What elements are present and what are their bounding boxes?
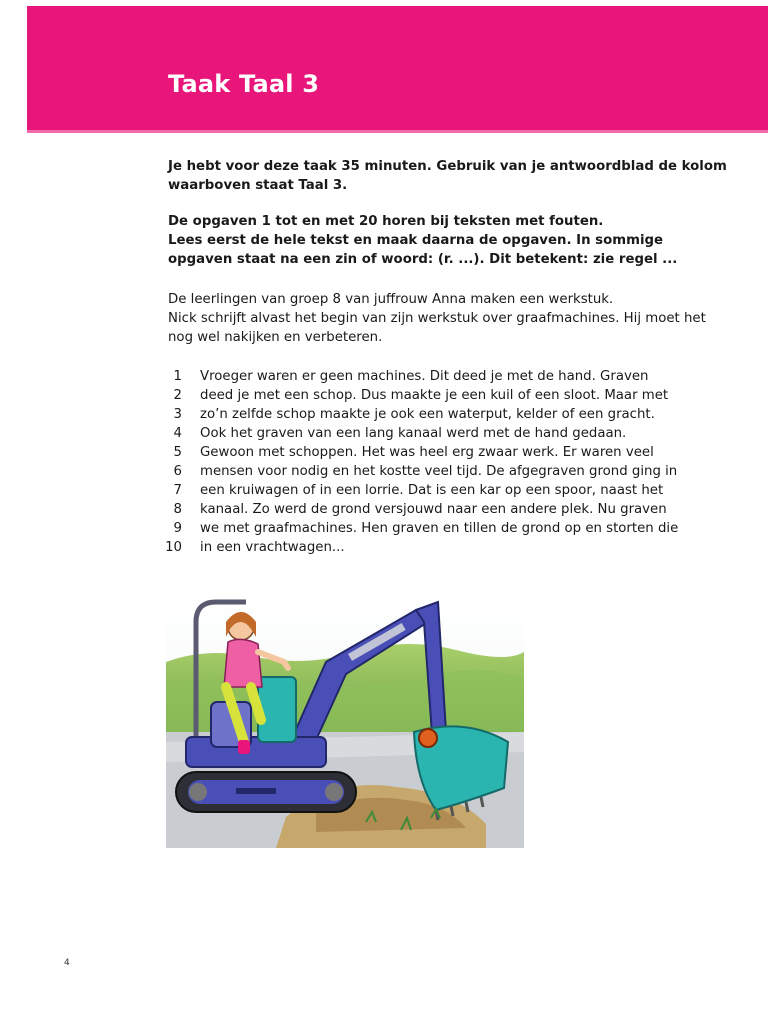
line-text: we met graafmachines. Hen graven en tillen de grond op en storten die <box>200 521 679 536</box>
text-line <box>160 519 740 538</box>
line-text: Gewoon met schoppen. Het was heel erg zwaar werk. Er waren veel <box>200 445 654 460</box>
line-number: 2 <box>173 388 182 403</box>
line-text: Vroeger waren er geen machines. Dit deed je met de hand. Graven <box>200 369 649 384</box>
text-line <box>160 386 740 405</box>
text-line <box>160 500 740 519</box>
numbered-text <box>160 367 740 557</box>
line-number: 8 <box>173 502 182 517</box>
line-number: 7 <box>173 483 182 498</box>
line-text: in een vrachtwagen... <box>200 540 345 555</box>
line-number: 4 <box>173 426 182 441</box>
line-number: 9 <box>173 521 182 536</box>
story-intro-line1: De leerlingen van groep 8 van juffrouw Anna maken een werkstuk. <box>168 292 614 307</box>
line-text: zo’n zelfde schop maakte je ook een waterput, kelder of een gracht. <box>200 407 655 422</box>
excavator-illustration <box>166 592 524 848</box>
text-line <box>160 462 740 481</box>
instructions <box>168 157 728 286</box>
line-number: 5 <box>173 445 182 460</box>
header-band <box>27 6 768 133</box>
line-text: mensen voor nodig en het kostte veel tijd. De afgegraven grond ging in <box>200 464 678 479</box>
line-number: 6 <box>173 464 182 479</box>
line-text: een kruiwagen of in een lorrie. Dat is een kar op een spoor, naast het <box>200 483 664 498</box>
text-line <box>160 538 740 557</box>
text-line <box>160 367 740 386</box>
text-line <box>160 424 740 443</box>
instructions-task-line1: De opgaven 1 tot en met 20 horen bij teksten met fouten. <box>168 214 604 229</box>
instructions-task <box>168 212 728 269</box>
instructions-time: Je hebt voor deze taak 35 minuten. Gebruik van je antwoordblad de kolom waarboven staat Taal 3. <box>168 159 727 193</box>
text-line <box>160 481 740 500</box>
instructions-task-line2: Lees eerst de hele tekst en maak daarna de opgaven. In sommige opgaven staat na een zin of woord: (r. ...). Dit betekent: zie regel ... <box>168 233 678 267</box>
page-title: Taak Taal 3 <box>168 70 320 98</box>
line-number: 1 <box>173 369 182 384</box>
story-intro <box>168 290 728 347</box>
line-text: Ook het graven van een lang kanaal werd met de hand gedaan. <box>200 426 627 441</box>
text-line <box>160 405 740 424</box>
page-number: 4 <box>64 958 70 968</box>
line-number: 10 <box>165 540 182 555</box>
text-line <box>160 443 740 462</box>
line-number: 3 <box>173 407 182 422</box>
line-text: kanaal. Zo werd de grond versjouwd naar een andere plek. Nu graven <box>200 502 667 517</box>
story-intro-line2: Nick schrijft alvast het begin van zijn werkstuk over graafmachines. Hij moet het nog wel nakijken en verbeteren. <box>168 311 706 345</box>
line-text: deed je met een schop. Dus maakte je een kuil of een sloot. Maar met <box>200 388 669 403</box>
